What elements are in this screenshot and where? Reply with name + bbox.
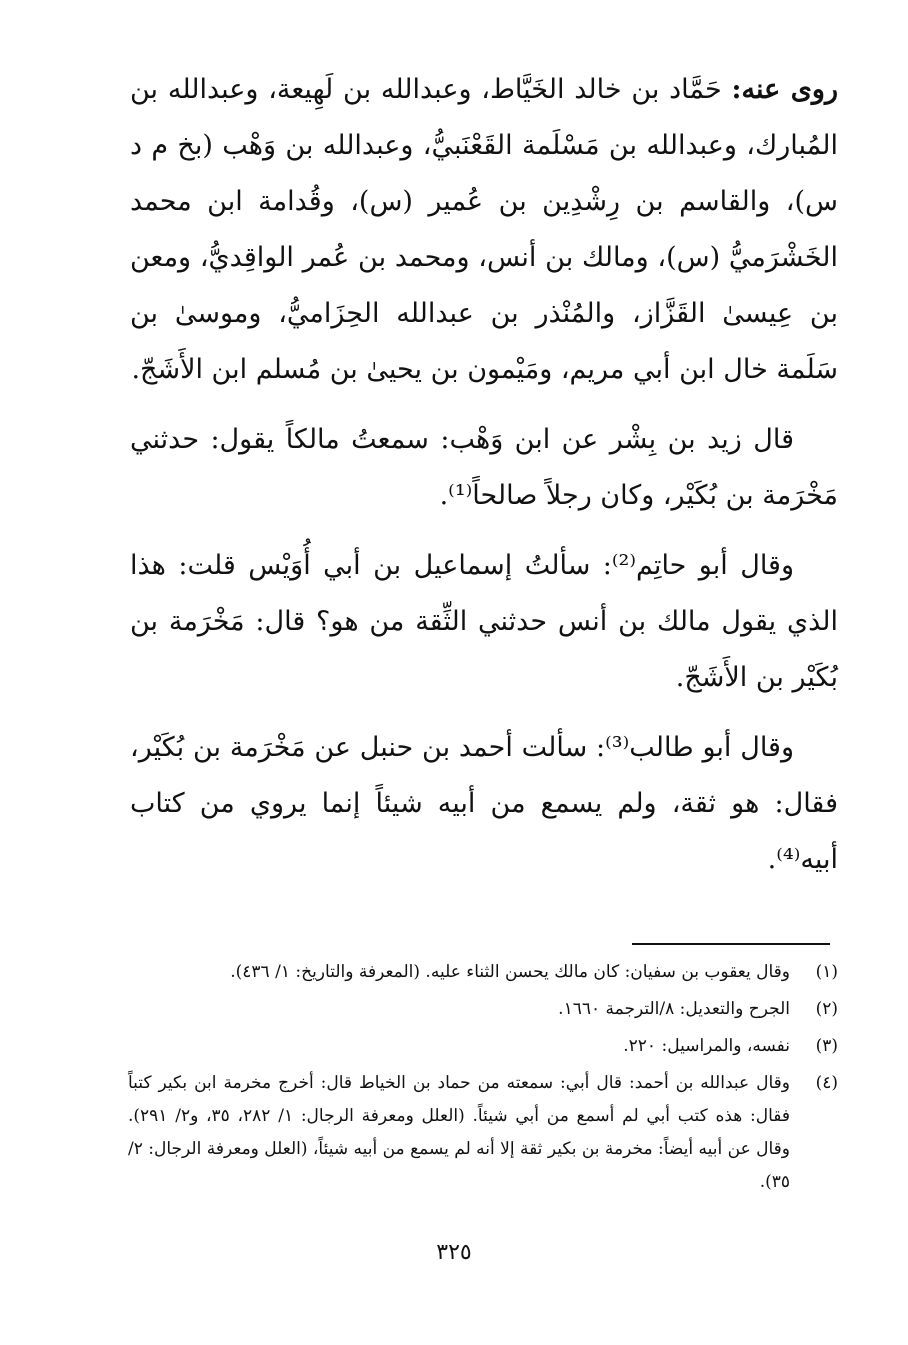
paragraph-lead: روى عنه: [731, 74, 838, 105]
footnote-text: وقال عبدالله بن أحمد: قال أبي: سمعته من حماد بن الخياط قال: أخرج مخرمة ابن بكير كتباً فقال: هذه كتب أبي لم أسمع من أبي شيئاً. (العلل ومعرفة الرجال: ١/ ٢٨٢، ٣٥، و٢/ ٢٩١). وقال عن أبيه أيضاً: مخرمة بن بكير ثقة إلا أنه لم يسمع من أبيه شيئاً، (العلل ومعرفة الرجال: ٢/ ٣٥). [128, 1073, 790, 1192]
paragraph-text: وقال أبو طالب⁽³⁾: سألت أحمد بن حنبل عن مَخْرَمة بن بُكَيْر، فقال: هو ثقة، ولم يسمع من أبيه شيئاً إنما يروي من كتاب أبيه⁽⁴⁾. [130, 732, 838, 875]
footnote-number: (٤) [815, 1073, 838, 1093]
footnote-number: (٢) [815, 999, 838, 1019]
footnote-item [128, 1030, 838, 1063]
footnote-item [128, 1067, 838, 1199]
paragraph-text: قال زيد بن بِشْر عن ابن وَهْب: سمعتُ مالكاً يقول: حدثني مَخْرَمة بن بُكَيْر، وكان رجلاً صالحاً⁽¹⁾. [130, 424, 838, 511]
paragraph-zaid [130, 412, 838, 524]
footnote-number: (١) [815, 962, 838, 982]
footnote-text: نفسه، والمراسيل: ٢٢٠. [623, 1036, 790, 1056]
paragraph-text: وقال أبو حاتِم⁽²⁾: سألتُ إسماعيل بن أبي أُوَيْس قلت: هذا الذي يقول مالك بن أنس حدثني الثِّقة من هو؟ قال: مَخْرَمة بن بُكَيْر بن الأَشَجّ. [130, 550, 838, 693]
footnote-text: الجرح والتعديل: ٨/الترجمة ١٦٦٠. [558, 999, 790, 1019]
footnote-number: (٣) [815, 1036, 838, 1056]
page-number: ٣٢٥ [436, 1240, 472, 1265]
paragraph-abu-hatim [130, 538, 838, 706]
paragraph-text: حَمَّاد بن خالد الخَيَّاط، وعبدالله بن لَهِيعة، وعبدالله بن المُبارك، وعبدالله بن مَسْلَمة القَعْنَبيُّ، وعبدالله بن وَهْب (بخ م د س)، والقاسم بن رِشْدِين بن عُمير (س)، وقُدامة ابن محمد الخَشْرَميُّ (س)، ومالك بن أنس، ومحمد بن عُمر الواقِديُّ، ومعن بن عِيسىٰ القَزَّاز، والمُنْذر بن عبدالله الحِزَاميُّ، وموسىٰ بن سَلَمة خال ابن أبي مريم، ومَيْمون بن يحيىٰ بن مُسلم ابن الأَشَجّ. [130, 74, 838, 385]
paragraph-abu-talib [130, 720, 838, 888]
main-text [130, 62, 838, 902]
paragraph-narrators [130, 62, 838, 398]
footnotes [128, 956, 838, 1203]
footnote-item [128, 956, 838, 989]
footnote-text: وقال يعقوب بن سفيان: كان مالك يحسن الثناء عليه. (المعرفة والتاريخ: ١/ ٤٣٦). [230, 962, 790, 982]
footnote-separator [632, 943, 830, 945]
footnote-item [128, 993, 838, 1026]
